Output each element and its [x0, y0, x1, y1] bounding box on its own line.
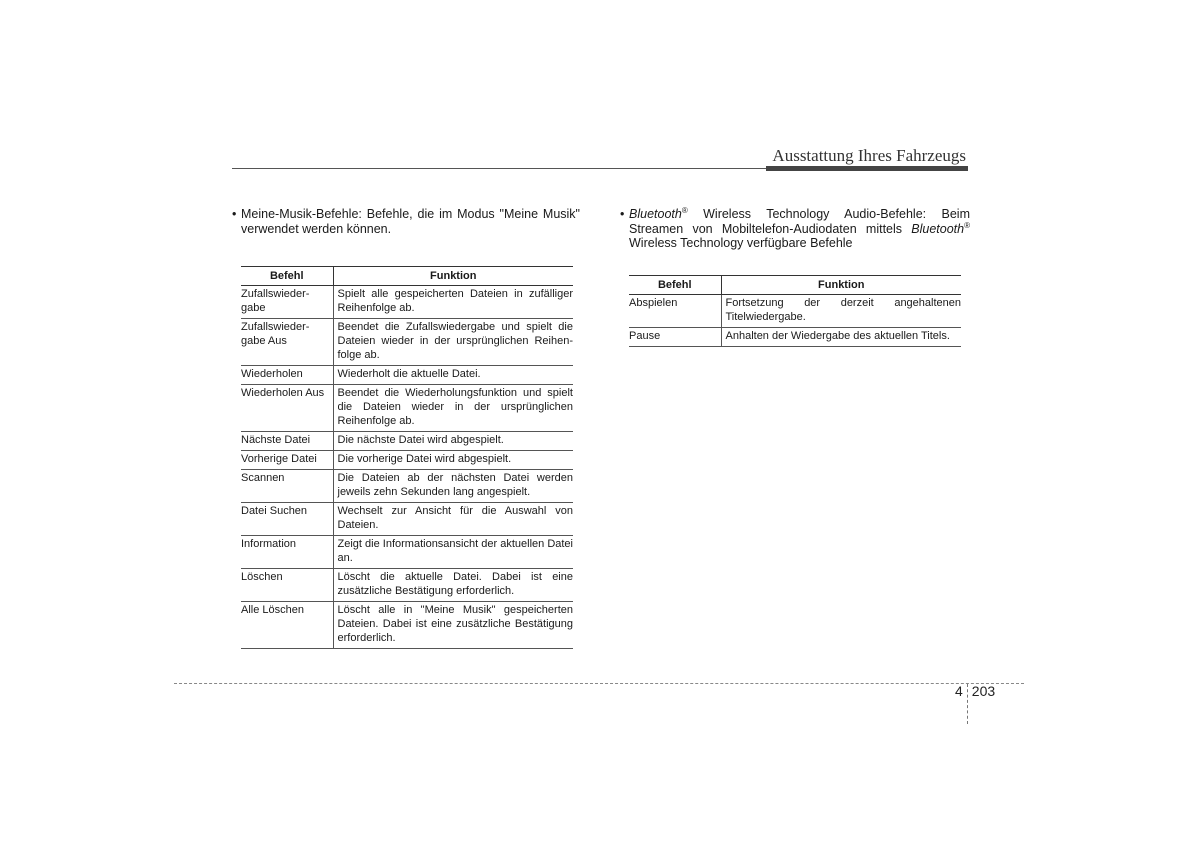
table-header-row [629, 275, 961, 294]
chapter-number: 4 [955, 683, 963, 699]
bullet-dot: • [232, 207, 237, 221]
bullet-text [629, 207, 970, 251]
meine-musik-table [241, 266, 573, 649]
table-row [241, 602, 573, 649]
function-cell: Beendet die Wiederholungsfunktion und spielt die Dateien wieder in der ursprünglichen Reihenfolge ab. [333, 385, 573, 432]
function-cell: Die vorherige Datei wird abgespielt. [333, 451, 573, 470]
command-cell: Abspielen [629, 294, 721, 327]
table-row [241, 451, 573, 470]
function-cell: Fortsetzung der derzeit angehaltenen Titelwiedergabe. [721, 294, 961, 327]
right-column [620, 207, 970, 347]
page-header-title: Ausstattung Ihres Fahrzeugs [772, 146, 966, 165]
function-cell: Löscht die aktuelle Datei. Dabei ist eine zusätzliche Bestätigung erforderlich. [333, 569, 573, 602]
command-cell: Zufallswieder-gabe Aus [241, 319, 333, 366]
table-row [629, 327, 961, 346]
table-row [241, 503, 573, 536]
command-cell: Information [241, 536, 333, 569]
command-cell: Nächste Datei [241, 432, 333, 451]
function-cell: Wiederholt die aktuelle Datei. [333, 366, 573, 385]
command-cell: Zufallswieder-gabe [241, 286, 333, 319]
bluetooth-bullet [620, 207, 970, 251]
table-row [629, 294, 961, 327]
page-number-value: 203 [971, 683, 996, 699]
column-header-funktion: Funktion [721, 275, 961, 294]
registered-mark: ® [681, 205, 688, 215]
table-row [241, 569, 573, 602]
table-row [241, 470, 573, 503]
bluetooth-brand: Bluetooth [911, 221, 965, 236]
table-row [241, 366, 573, 385]
column-header-funktion: Funktion [333, 267, 573, 286]
bullet-text: Meine-Musik-Befehle: Befehle, die im Modus "Meine Musik" verwendet werden können. [241, 207, 580, 236]
command-cell: Vorherige Datei [241, 451, 333, 470]
header-bar [766, 166, 968, 171]
command-cell: Alle Löschen [241, 602, 333, 649]
column-header-befehl: Befehl [241, 267, 333, 286]
bullet-text-part2: Wireless Technology verfügbare Befehle [629, 236, 853, 250]
command-cell: Löschen [241, 569, 333, 602]
column-header-befehl: Befehl [629, 275, 721, 294]
function-cell: Die Dateien ab der nächsten Datei werden jeweils zehn Sekunden lang angespielt. [333, 470, 573, 503]
table-row [241, 432, 573, 451]
footer-rule [174, 683, 1024, 684]
left-column [232, 207, 580, 649]
page-number [955, 683, 995, 724]
meine-musik-bullet [232, 207, 580, 236]
function-cell: Anhalten der Wiedergabe des aktuellen Titels. [721, 327, 961, 346]
bullet-dot: • [620, 207, 625, 221]
function-cell: Zeigt die Informationsansicht der aktuellen Datei an. [333, 536, 573, 569]
bullet-text-part1: Wireless Technology Audio-Befehle: Beim Streamen von Mobiltelefon-Audiodaten mittels [629, 207, 970, 236]
command-cell: Scannen [241, 470, 333, 503]
page-number-separator [967, 684, 968, 724]
table-row [241, 286, 573, 319]
command-cell: Pause [629, 327, 721, 346]
function-cell: Beendet die Zufallswiedergabe und spielt die Dateien wieder in der ursprünglichen Reihen-folge ab. [333, 319, 573, 366]
function-cell: Die nächste Datei wird abgespielt. [333, 432, 573, 451]
command-cell: Datei Suchen [241, 503, 333, 536]
table-row [241, 385, 573, 432]
function-cell: Wechselt zur Ansicht für die Auswahl von Dateien. [333, 503, 573, 536]
table-row [241, 536, 573, 569]
function-cell: Löscht alle in "Meine Musik" gespeicherten Dateien. Dabei ist eine zusätzliche Bestätigung erforderlich. [333, 602, 573, 649]
command-cell: Wiederholen Aus [241, 385, 333, 432]
registered-mark: ® [964, 220, 970, 230]
function-cell: Spielt alle gespeicherten Dateien in zufälliger Reihenfolge ab. [333, 286, 573, 319]
table-row [241, 319, 573, 366]
table-header-row [241, 267, 573, 286]
command-cell: Wiederholen [241, 366, 333, 385]
bluetooth-commands-table [629, 275, 961, 347]
bluetooth-brand: Bluetooth [629, 207, 682, 221]
